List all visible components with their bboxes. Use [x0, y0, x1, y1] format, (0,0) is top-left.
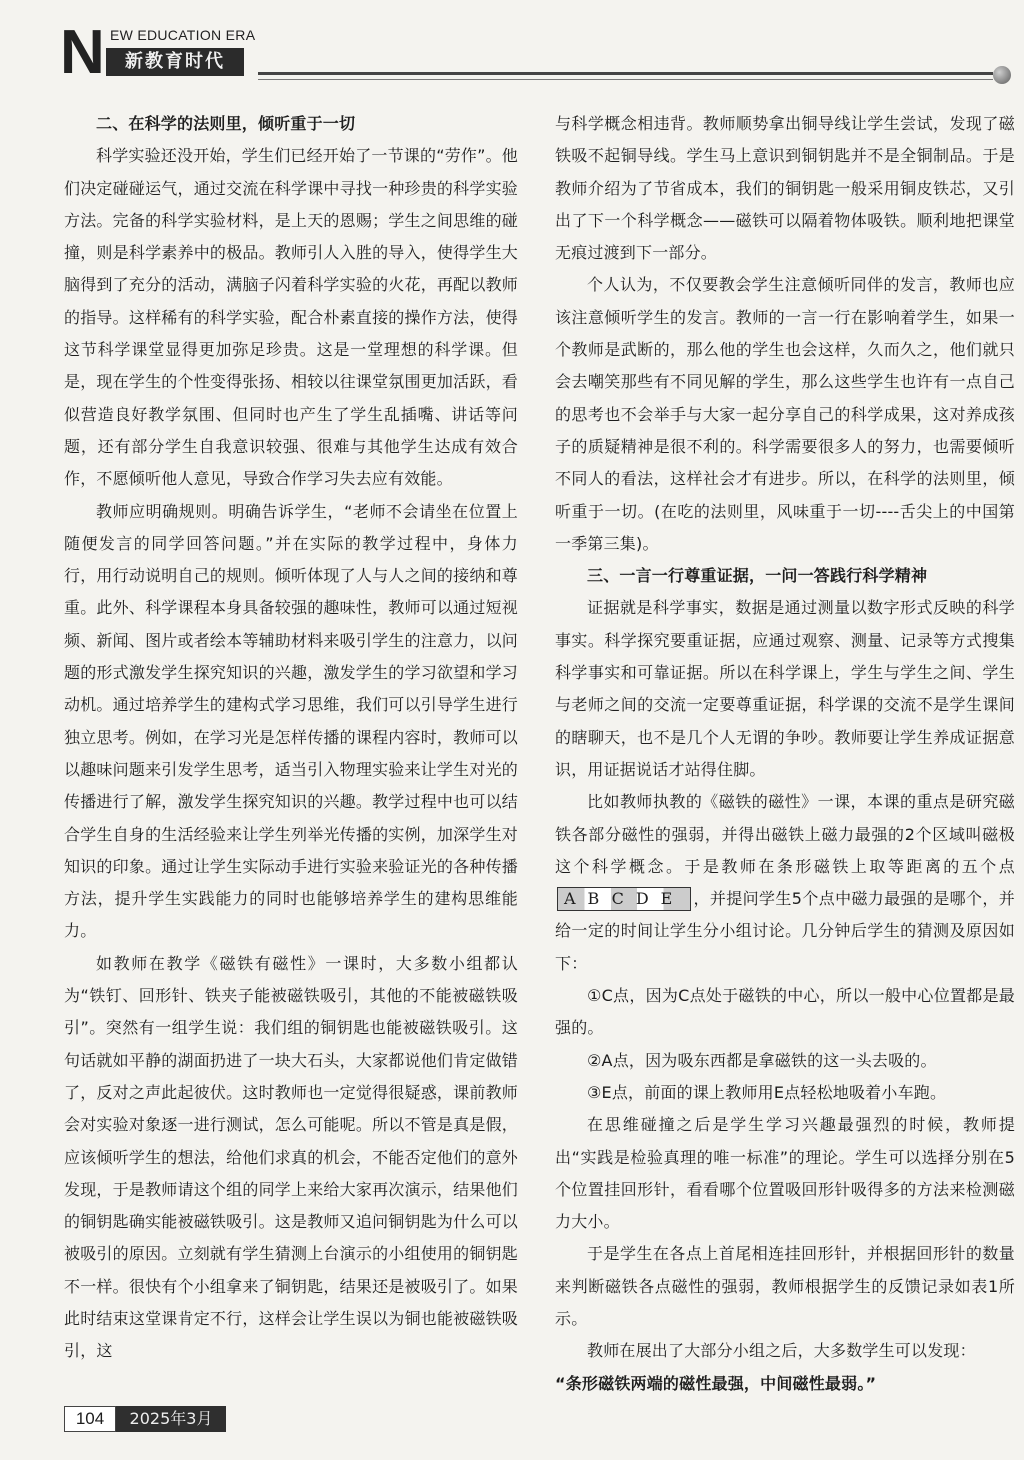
- body-paragraph: 科学实验还没开始，学生们已经开始了一节课的“劳作”。他们决定碰碰运气，通过交流在科学课中寻找一种珍贵的科学实验方法。完备的科学实验材料，是上天的恩赐；学生之间思维的碰撞，则是科学素养中的极品。教师引人入胜的导入，使得学生大脑得到了充分的活动，满脑子闪着科学实验的火花，再配以教师的指导。这样稀有的科学实验，配合朴素直接的操作方法，使得这节科学课堂显得更加弥足珍贵。这是一堂理想的科学课。但是，现在学生的个性变得张扬、相较以往课堂氛围更加活跃，看似营造良好教学氛围、但同时也产生了学生乱插嘴、讲话等问题，还有部分学生自我意识较强、很难与其他学生达成有效合作，不愿倾听他人意见，导致合作学习失去应有效能。: [64, 146, 518, 489]
- journal-chinese-name: 新教育时代: [106, 48, 244, 76]
- section-heading-3: 三、一言一行尊重证据，一问一答践行科学精神: [587, 566, 928, 586]
- right-column: [555, 108, 1015, 1400]
- points-intro-text: 比如教师执教的《磁铁的磁性》一课，本课的重点是研究磁铁各部分磁性的强弱，并得出磁铁上磁力最强的2个区域叫磁极这个科学概念。于是教师在条形磁铁上取等距离的五个点: [555, 792, 1015, 876]
- guess-item-1: ①C点，因为C点处于磁铁的中心，所以一般中心位置都是最强的。: [555, 986, 1015, 1038]
- page-number: 104: [64, 1406, 116, 1432]
- body-paragraph: 在思维碰撞之后是学生学习兴趣最强烈的时候，教师提出“实践是检验真理的唯一标准”的理论。学生可以选择分别在5个位置挂回形针，看看哪个位置吸回形针吸得多的方法来检测磁力大小。: [555, 1115, 1015, 1232]
- magnet-points-figure: ABCDE: [557, 887, 691, 911]
- body-paragraph: 教师应明确规则。明确告诉学生，“老师不会请坐在位置上随便发言的同学回答问题。”并在实际的教学过程中，身体力行，用行动说明自己的规则。倾听体现了人与人之间的接纳和尊重。此外、科学课程本身具备较强的趣味性，教师可以通过短视频、新闻、图片或者绘本等辅助材料来吸引学生的注意力，以问题的形式激发学生探究知识的兴趣，激发学生的学习欲望和学习动机。通过培养学生的建构式学习思维，我们可以引导学生进行独立思考。例如，在学习光是怎样传播的课程内容时，教师可以以趣味问题来引发学生思考，适当引入物理实验来让学生对光的传播进行了解，激发学生探究知识的兴趣。教学过程中也可以结合学生自身的生活经验来让学生列举光传播的实例，加深学生对知识的印象。通过让学生实际动手进行实验来验证光的各种传播方法，提升学生实践能力的同时也能够培养学生的建构思维能力。: [64, 501, 518, 941]
- issue-date: 2025年3月: [116, 1406, 226, 1432]
- body-paragraph: 个人认为，不仅要教会学生注意倾听同伴的发言，教师也应该注意倾听学生的发言。教师的一言一行在影响着学生，如果一个教师是武断的，那么他的学生也会这样，久而久之，他们就只会去嘲笑那些有不同见解的学生，那么这些学生也许有一点自己的思考也不会举手与大家一起分享自己的科学成果，这对养成孩子的质疑精神是很不利的。科学需要很多人的努力，也需要倾听不同人的看法，这样社会才有进步。所以，在科学的法则里，倾听重于一切。(在吃的法则里，风味重于一切----舌尖上的中国第一季第三集)。: [555, 275, 1015, 553]
- points-followup-text: ，并提问学生5个点中磁力最强的是哪个，并给一定的时间让学生分小组讨论。几分钟后学生的猜测及原因如下：: [555, 889, 1015, 973]
- guess-item-2: ②A点，因为吸东西都是拿磁铁的这一头去吸的。: [587, 1050, 937, 1070]
- left-column: [64, 108, 518, 1368]
- conclusion-quote: “条形磁铁两端的磁性最强，中间磁性最弱。”: [555, 1373, 877, 1393]
- body-paragraph: 教师在展出了大部分小组之后，大多数学生可以发现：: [587, 1341, 976, 1361]
- header-dot-ornament: [993, 66, 1011, 84]
- continued-paragraph: 与科学概念相违背。教师顺势拿出铜导线让学生尝试，发现了磁铁吸不起铜导线。学生马上意识到铜钥匙并不是全铜制品。于是教师介绍为了节省成本，我们的铜钥匙一般采用铜皮铁芯，又引出了下一个科学概念——磁铁可以隔着物体吸铁。顺利地把课堂无痕过渡到下一部分。: [555, 114, 1015, 263]
- section-heading-2: 二、在科学的法则里，倾听重于一切: [96, 114, 356, 133]
- body-paragraph: 证据就是科学事实，数据是通过测量以数字形式反映的科学事实。科学探究要重证据，应通过观察、测量、记录等方式搜集科学事实和可靠证据。所以在科学课上，学生与学生之间、学生与老师之间的交流一定要尊重证据，科学课的交流不是学生课间的瞎聊天，也不是几个人无谓的争吵。教师要让学生养成证据意识，用证据说话才站得住脚。: [555, 598, 1015, 779]
- journal-logo-letter: N: [60, 18, 105, 87]
- body-paragraph: 于是学生在各点上首尾相连挂回形针，并根据回形针的数量来判断磁铁各点磁性的强弱，教师根据学生的反馈记录如表1所示。: [555, 1244, 1015, 1328]
- journal-english-name: EW EDUCATION ERA: [110, 27, 256, 43]
- page-header: [0, 0, 1024, 100]
- guess-item-3: ③E点，前面的课上教师用E点轻松地吸着小车跑。: [587, 1082, 947, 1102]
- header-rule-thin: [258, 79, 993, 80]
- header-rule: [258, 72, 993, 75]
- body-paragraph: 如教师在教学《磁铁有磁性》一课时，大多数小组都认为“铁钉、回形针、铁夹子能被磁铁吸引，其他的不能被磁铁吸引”。突然有一组学生说：我们组的铜钥匙也能被磁铁吸引。这句话就如平静的湖面扔进了一块大石头，大家都说他们肯定做错了，反对之声此起彼伏。这时教师也一定觉得很疑惑，课前教师会对实验对象逐一进行测试，怎么可能呢。所以不管是真是假，应该倾听学生的想法，给他们求真的机会，不能否定他们的意外发现，于是教师请这个组的同学上来给大家再次演示，结果他们的铜钥匙确实能被磁铁吸引。这是教师又追问铜钥匙为什么可以被吸引的原因。立刻就有学生猜测上台演示的小组使用的铜钥匙不一样。很快有个小组拿来了铜钥匙，结果还是被吸引了。如果此时结束这堂课肯定不行，这样会让学生误以为铜也能被磁铁吸引，这: [64, 953, 518, 1361]
- body-paragraph-with-points: [555, 786, 1015, 980]
